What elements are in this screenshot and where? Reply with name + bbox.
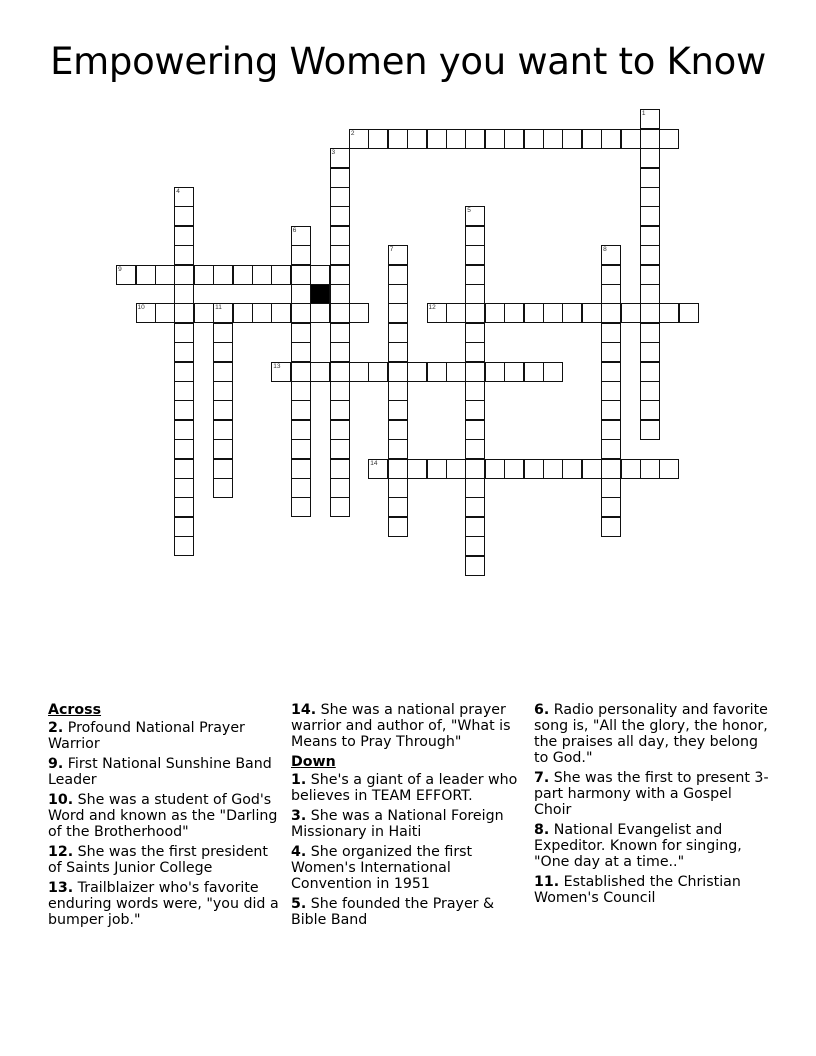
grid-cell[interactable] — [407, 129, 427, 149]
grid-cell[interactable] — [407, 362, 427, 382]
clue-number: 4. — [291, 844, 307, 860]
grid-cell[interactable] — [582, 459, 602, 479]
clue-number: 12 — [428, 304, 436, 312]
grid-cell[interactable] — [465, 381, 485, 401]
grid-cell[interactable] — [427, 362, 447, 382]
grid-cell[interactable] — [174, 400, 194, 420]
grid-cell[interactable] — [271, 303, 291, 323]
grid-cell[interactable] — [446, 459, 466, 479]
grid-cell[interactable] — [543, 459, 563, 479]
grid-cell[interactable] — [213, 381, 233, 401]
grid-cell[interactable] — [174, 517, 194, 537]
grid-cell[interactable] — [640, 303, 660, 323]
across-clue — [48, 880, 286, 928]
grid-cell[interactable] — [291, 226, 311, 246]
clue-text: Radio personality and favorite song is, "All the glory, the honor, the praises all day, they belong to God." — [534, 702, 768, 766]
grid-cell[interactable] — [349, 129, 369, 149]
grid-cell[interactable] — [524, 303, 544, 323]
grid-cell[interactable] — [640, 187, 660, 207]
grid-cell[interactable] — [174, 478, 194, 498]
grid-cell[interactable] — [601, 245, 621, 265]
grid-cell[interactable] — [136, 303, 156, 323]
grid-cell[interactable] — [659, 459, 679, 479]
grid-cell[interactable] — [388, 478, 408, 498]
grid-cell[interactable] — [465, 478, 485, 498]
grid-cell[interactable] — [601, 284, 621, 304]
clue-text: She was a student of God's Word and known as the "Darling of the Brotherhood" — [48, 792, 278, 840]
clue-number: 14. — [291, 702, 317, 718]
grid-cell[interactable] — [330, 381, 350, 401]
grid-cell[interactable] — [601, 362, 621, 382]
down-clue — [534, 770, 772, 818]
grid-cell[interactable] — [524, 362, 544, 382]
grid-cell[interactable] — [174, 303, 194, 323]
clue-number: 7 — [389, 246, 394, 254]
grid-cell[interactable] — [174, 439, 194, 459]
grid-cell[interactable] — [640, 129, 660, 149]
grid-cell[interactable] — [291, 323, 311, 343]
grid-cell[interactable] — [427, 459, 447, 479]
grid-cell[interactable] — [291, 245, 311, 265]
grid-cell[interactable] — [640, 459, 660, 479]
clue-column-3 — [534, 702, 772, 910]
grid-cell[interactable] — [659, 129, 679, 149]
clue-text: Trailblaizer who's favorite enduring words were, "you did a bumper job." — [48, 880, 279, 928]
across-clue — [48, 756, 286, 788]
grid-cell[interactable] — [233, 303, 253, 323]
grid-cell[interactable] — [485, 362, 505, 382]
grid-cell[interactable] — [330, 362, 350, 382]
clue-number: 3 — [331, 149, 336, 157]
grid-cell[interactable] — [465, 497, 485, 517]
clue-number: 13. — [48, 880, 74, 896]
grid-cell[interactable] — [388, 362, 408, 382]
down-clue — [291, 844, 529, 892]
grid-cell[interactable] — [174, 459, 194, 479]
grid-cell[interactable] — [388, 342, 408, 362]
grid-cell[interactable] — [310, 362, 330, 382]
clue-text: First National Sunshine Band Leader — [48, 756, 272, 788]
grid-cell[interactable] — [640, 342, 660, 362]
grid-cell[interactable] — [213, 265, 233, 285]
grid-cell[interactable] — [155, 265, 175, 285]
grid-cell[interactable] — [601, 517, 621, 537]
grid-cell[interactable] — [330, 148, 350, 168]
clue-number: 2. — [48, 720, 64, 736]
grid-cell[interactable] — [640, 206, 660, 226]
grid-cell[interactable] — [174, 420, 194, 440]
grid-cell[interactable] — [213, 478, 233, 498]
grid-cell[interactable] — [213, 420, 233, 440]
grid-cell[interactable] — [310, 265, 330, 285]
grid-cell[interactable] — [601, 303, 621, 323]
grid-cell[interactable] — [427, 303, 447, 323]
grid-cell[interactable] — [174, 323, 194, 343]
clue-number: 11. — [534, 874, 560, 890]
grid-cell[interactable] — [291, 420, 311, 440]
grid-cell[interactable] — [155, 303, 175, 323]
grid-cell[interactable] — [640, 362, 660, 382]
clue-number: 10. — [48, 792, 74, 808]
grid-cell[interactable] — [562, 129, 582, 149]
grid-cell[interactable] — [582, 303, 602, 323]
grid-cell[interactable] — [213, 342, 233, 362]
grid-cell[interactable] — [640, 109, 660, 129]
grid-cell[interactable] — [465, 536, 485, 556]
grid-cell[interactable] — [601, 129, 621, 149]
grid-cell[interactable] — [485, 303, 505, 323]
grid-cell[interactable] — [621, 303, 641, 323]
clue-number: 1 — [641, 110, 646, 118]
clue-text: She was a national prayer warrior and author of, "What is Means to Pray Through" — [291, 702, 511, 750]
grid-cell[interactable] — [446, 129, 466, 149]
grid-cell[interactable] — [271, 362, 291, 382]
grid-cell[interactable] — [640, 148, 660, 168]
clue-number: 5. — [291, 896, 307, 912]
grid-cell[interactable] — [174, 381, 194, 401]
clue-column-2 — [291, 702, 529, 932]
grid-cell[interactable] — [504, 303, 524, 323]
grid-cell[interactable] — [465, 265, 485, 285]
clue-text: She was a National Foreign Missionary in Haiti — [291, 808, 504, 840]
clue-number: 9 — [118, 265, 122, 273]
grid-cell[interactable] — [465, 206, 485, 226]
clue-number: 7. — [534, 770, 550, 786]
grid-cell[interactable] — [446, 303, 466, 323]
grid-cell[interactable] — [524, 129, 544, 149]
grid-cell[interactable] — [330, 168, 350, 188]
clue-number: 13 — [273, 362, 281, 370]
across-clue — [48, 792, 286, 840]
grid-cell[interactable] — [640, 245, 660, 265]
grid-cell[interactable] — [330, 323, 350, 343]
grid-cell[interactable] — [465, 245, 485, 265]
clue-text: She was the first president of Saints Junior College — [48, 844, 268, 876]
grid-cell[interactable] — [349, 362, 369, 382]
grid-cell[interactable] — [601, 420, 621, 440]
grid-cell[interactable] — [291, 459, 311, 479]
clue-text: She was the first to present 3-part harmony with a Gospel Choir — [534, 770, 769, 818]
grid-cell[interactable] — [465, 323, 485, 343]
grid-cell[interactable] — [465, 129, 485, 149]
grid-cell[interactable] — [465, 362, 485, 382]
clue-text: Established the Christian Women's Council — [534, 874, 741, 906]
grid-cell[interactable] — [465, 303, 485, 323]
grid-cell[interactable] — [388, 439, 408, 459]
clue-number: 14 — [370, 459, 378, 467]
clue-column-1 — [48, 702, 286, 932]
grid-cell[interactable] — [465, 556, 485, 576]
grid-cell[interactable] — [388, 400, 408, 420]
grid-cell[interactable] — [640, 420, 660, 440]
grid-cell[interactable] — [174, 206, 194, 226]
grid-cell[interactable] — [465, 439, 485, 459]
grid-cell[interactable] — [601, 381, 621, 401]
grid-cell[interactable] — [388, 303, 408, 323]
grid-cell[interactable] — [388, 129, 408, 149]
down-clue — [534, 822, 772, 870]
grid-cell[interactable] — [116, 265, 136, 285]
grid-cell[interactable] — [465, 517, 485, 537]
grid-cell[interactable] — [291, 303, 311, 323]
grid-cell[interactable] — [330, 284, 350, 304]
grid-cell[interactable] — [330, 400, 350, 420]
grid-cell[interactable] — [233, 265, 253, 285]
clue-text: She founded the Prayer & Bible Band — [291, 896, 495, 928]
down-clue — [534, 702, 772, 766]
across-header: Across — [48, 702, 102, 718]
grid-cell[interactable] — [465, 342, 485, 362]
grid-cell[interactable] — [640, 284, 660, 304]
grid-cell[interactable] — [407, 459, 427, 479]
grid-cell[interactable] — [330, 439, 350, 459]
grid-cell[interactable] — [679, 303, 699, 323]
grid-cell[interactable] — [174, 536, 194, 556]
grid-cell[interactable] — [543, 362, 563, 382]
down-clue — [291, 896, 529, 928]
grid-cell[interactable] — [174, 362, 194, 382]
grid-cell[interactable] — [427, 129, 447, 149]
grid-cell[interactable] — [601, 323, 621, 343]
grid-cell[interactable] — [291, 342, 311, 362]
grid-cell[interactable] — [291, 284, 311, 304]
across-clue — [291, 702, 529, 750]
grid-cell[interactable] — [504, 459, 524, 479]
grid-cell[interactable] — [330, 420, 350, 440]
grid-cell[interactable] — [194, 303, 214, 323]
grid-cell[interactable] — [330, 206, 350, 226]
grid-cell[interactable] — [291, 400, 311, 420]
clue-text: Profound National Prayer Warrior — [48, 720, 245, 752]
grid-cell[interactable] — [640, 226, 660, 246]
grid-cell[interactable] — [368, 362, 388, 382]
grid-cell[interactable] — [640, 381, 660, 401]
grid-cell[interactable] — [330, 459, 350, 479]
puzzle-title: Empowering Women you want to Know — [50, 40, 766, 83]
grid-cell[interactable] — [388, 459, 408, 479]
grid-cell[interactable] — [465, 284, 485, 304]
grid-cell[interactable] — [174, 265, 194, 285]
grid-cell[interactable] — [291, 478, 311, 498]
grid-cell[interactable] — [388, 517, 408, 537]
grid-cell[interactable] — [291, 381, 311, 401]
grid-cell[interactable] — [174, 245, 194, 265]
grid-cell[interactable] — [291, 497, 311, 517]
down-header: Down — [291, 754, 336, 770]
clue-number: 1. — [291, 772, 307, 788]
clue-number: 5 — [467, 207, 471, 215]
grid-cell[interactable] — [446, 362, 466, 382]
black-cell — [310, 284, 330, 304]
grid-cell[interactable] — [621, 459, 641, 479]
clue-number: 4 — [176, 188, 180, 195]
grid-cell[interactable] — [213, 400, 233, 420]
grid-cell[interactable] — [310, 303, 330, 323]
grid-cell[interactable] — [465, 400, 485, 420]
grid-cell[interactable] — [388, 420, 408, 440]
grid-cell[interactable] — [213, 459, 233, 479]
clue-number: 6 — [292, 226, 297, 234]
grid-cell[interactable] — [601, 497, 621, 517]
grid-cell[interactable] — [640, 168, 660, 188]
grid-cell[interactable] — [543, 303, 563, 323]
across-clue — [48, 844, 286, 876]
grid-cell[interactable] — [601, 400, 621, 420]
grid-cell[interactable] — [388, 323, 408, 343]
grid-cell[interactable] — [349, 303, 369, 323]
clue-number: 3. — [291, 808, 307, 824]
grid-cell[interactable] — [659, 303, 679, 323]
grid-cell[interactable] — [213, 303, 233, 323]
grid-cell[interactable] — [330, 187, 350, 207]
down-clue — [291, 808, 529, 840]
clue-text: She organized the first Women's International Convention in 1951 — [291, 844, 473, 892]
grid-cell[interactable] — [485, 129, 505, 149]
grid-cell[interactable] — [601, 478, 621, 498]
grid-cell[interactable] — [330, 303, 350, 323]
clue-number: 12. — [48, 844, 74, 860]
grid-cell[interactable] — [562, 303, 582, 323]
grid-cell[interactable] — [388, 265, 408, 285]
grid-cell[interactable] — [388, 381, 408, 401]
grid-cell[interactable] — [388, 497, 408, 517]
grid-cell[interactable] — [562, 459, 582, 479]
grid-cell[interactable] — [291, 362, 311, 382]
grid-cell[interactable] — [465, 420, 485, 440]
grid-cell[interactable] — [388, 284, 408, 304]
down-clue — [534, 874, 772, 906]
grid-cell[interactable] — [330, 265, 350, 285]
grid-cell[interactable] — [330, 342, 350, 362]
clue-number: 8. — [534, 822, 550, 838]
clue-text: National Evangelist and Expeditor. Known for singing, "One day at a time.." — [534, 822, 742, 870]
grid-cell[interactable] — [640, 265, 660, 285]
grid-cell[interactable] — [174, 342, 194, 362]
grid-cell[interactable] — [330, 497, 350, 517]
grid-cell[interactable] — [213, 323, 233, 343]
across-clue — [48, 720, 286, 752]
grid-cell[interactable] — [291, 439, 311, 459]
grid-cell[interactable] — [174, 284, 194, 304]
grid-cell[interactable] — [252, 303, 272, 323]
grid-cell[interactable] — [291, 265, 311, 285]
grid-cell[interactable] — [524, 459, 544, 479]
grid-cell[interactable] — [330, 245, 350, 265]
grid-cell[interactable] — [174, 187, 194, 207]
grid-cell[interactable] — [601, 459, 621, 479]
clue-number: 10 — [137, 304, 145, 312]
clue-number: 6. — [534, 702, 550, 718]
grid-cell[interactable] — [465, 226, 485, 246]
grid-cell[interactable] — [504, 362, 524, 382]
clue-number: 9. — [48, 756, 64, 772]
grid-cell[interactable] — [601, 439, 621, 459]
grid-cell[interactable] — [271, 265, 291, 285]
grid-cell[interactable] — [136, 265, 156, 285]
grid-cell[interactable] — [174, 226, 194, 246]
grid-cell[interactable] — [640, 400, 660, 420]
grid-cell[interactable] — [601, 342, 621, 362]
clue-number: 2 — [350, 129, 355, 137]
clue-text: She's a giant of a leader who believes in TEAM EFFORT. — [291, 772, 518, 804]
grid-cell[interactable] — [252, 265, 272, 285]
grid-cell[interactable] — [213, 439, 233, 459]
grid-cell[interactable] — [194, 265, 214, 285]
grid-cell[interactable] — [368, 459, 388, 479]
grid-cell[interactable] — [504, 129, 524, 149]
grid-cell[interactable] — [330, 226, 350, 246]
grid-cell[interactable] — [388, 245, 408, 265]
grid-cell[interactable] — [543, 129, 563, 149]
grid-cell[interactable] — [330, 478, 350, 498]
grid-cell[interactable] — [465, 459, 485, 479]
clue-number: 8 — [603, 246, 607, 254]
down-clue — [291, 772, 529, 804]
grid-cell[interactable] — [621, 129, 641, 149]
grid-cell[interactable] — [582, 129, 602, 149]
grid-cell[interactable] — [213, 362, 233, 382]
clue-number: 11 — [215, 304, 222, 312]
grid-cell[interactable] — [174, 497, 194, 517]
grid-cell[interactable] — [368, 129, 388, 149]
grid-cell[interactable] — [640, 323, 660, 343]
grid-cell[interactable] — [601, 265, 621, 285]
grid-cell[interactable] — [485, 459, 505, 479]
